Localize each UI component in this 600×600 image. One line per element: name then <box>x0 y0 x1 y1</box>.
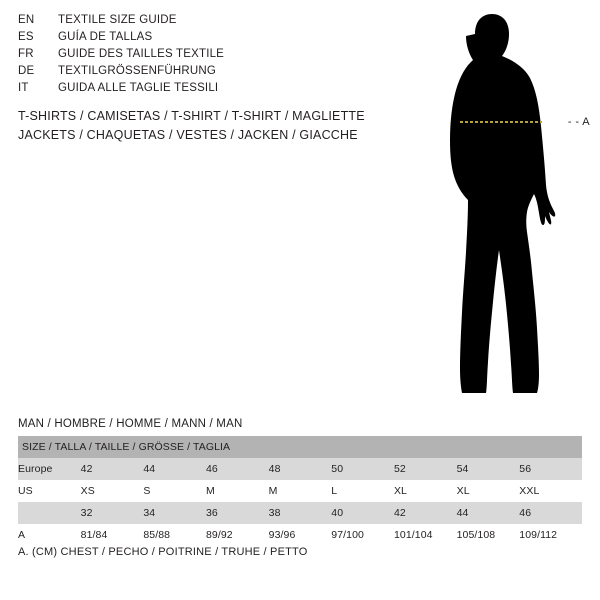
table-cell: 85/88 <box>143 524 206 546</box>
table-cell: 81/84 <box>81 524 144 546</box>
table-cell: 52 <box>394 458 457 480</box>
language-list <box>18 14 378 99</box>
garment-type-list <box>18 109 418 147</box>
table-cell: 46 <box>206 458 269 480</box>
language-text: GUIDA ALLE TAGLIE TESSILI <box>58 82 219 94</box>
table-cell: 44 <box>143 458 206 480</box>
table-cell: 48 <box>269 458 332 480</box>
table-row <box>18 502 582 524</box>
language-row <box>18 82 378 99</box>
table-cell: 109/112 <box>519 524 582 546</box>
table-cell: L <box>331 480 394 502</box>
row-label <box>18 502 81 524</box>
table-cell: M <box>206 480 269 502</box>
table-header-label: SIZE / TALLA / TAILLE / GRÖSSE / TAGLIA <box>22 441 231 453</box>
table-cell: 50 <box>331 458 394 480</box>
garment-type-tshirts: T-SHIRTS / CAMISETAS / T-SHIRT / T-SHIRT / MAGLIETTE <box>18 109 365 123</box>
table-header-row <box>18 436 582 458</box>
table-cell: 32 <box>81 502 144 524</box>
language-text: TEXTILGRÖSSENFÜHRUNG <box>58 65 216 77</box>
table-cell: XS <box>81 480 144 502</box>
row-label: A <box>18 524 81 546</box>
row-label: Europe <box>18 458 81 480</box>
language-code: FR <box>18 48 34 60</box>
table-cell: 93/96 <box>269 524 332 546</box>
table-cell: 44 <box>457 502 520 524</box>
language-row <box>18 31 378 48</box>
table-cell: M <box>269 480 332 502</box>
table-cell: XXL <box>519 480 582 502</box>
table-row <box>18 480 582 502</box>
language-text: GUIDE DES TAILLES TEXTILE <box>58 48 225 60</box>
language-code: DE <box>18 65 35 77</box>
garment-type-jackets: JACKETS / CHAQUETAS / VESTES / JACKEN / GIACCHE <box>18 128 358 142</box>
table-cell: 34 <box>143 502 206 524</box>
table-cell: S <box>143 480 206 502</box>
row-label: US <box>18 480 81 502</box>
language-text: GUÍA DE TALLAS <box>58 31 153 43</box>
table-row <box>18 524 582 546</box>
table-title: MAN / HOMBRE / HOMME / MANN / MAN <box>18 418 243 430</box>
table-cell: 36 <box>206 502 269 524</box>
language-code: EN <box>18 14 35 26</box>
table-cell: 101/104 <box>394 524 457 546</box>
language-code: IT <box>18 82 29 94</box>
language-code: ES <box>18 31 34 43</box>
table-cell: 42 <box>81 458 144 480</box>
table-cell: 105/108 <box>457 524 520 546</box>
chest-footnote: A. (CM) CHEST / PECHO / POITRINE / TRUHE / PETTO <box>18 546 308 558</box>
body-silhouette-illustration <box>400 10 600 400</box>
table-cell: XL <box>394 480 457 502</box>
table-cell: 56 <box>519 458 582 480</box>
size-table <box>18 436 582 546</box>
table-cell: 46 <box>519 502 582 524</box>
table-cell: 38 <box>269 502 332 524</box>
man-silhouette-shape <box>450 14 555 393</box>
table-cell: 40 <box>331 502 394 524</box>
table-cell: 97/100 <box>331 524 394 546</box>
table-row <box>18 458 582 480</box>
language-row <box>18 65 378 82</box>
silhouette-svg <box>400 10 600 400</box>
table-cell: 89/92 <box>206 524 269 546</box>
table-cell: 42 <box>394 502 457 524</box>
table-cell: XL <box>457 480 520 502</box>
table-cell: 54 <box>457 458 520 480</box>
size-table-section <box>18 418 582 546</box>
language-row <box>18 14 378 31</box>
language-text: TEXTILE SIZE GUIDE <box>58 14 177 26</box>
measure-label-a: - - A <box>567 116 590 128</box>
language-row <box>18 48 378 65</box>
